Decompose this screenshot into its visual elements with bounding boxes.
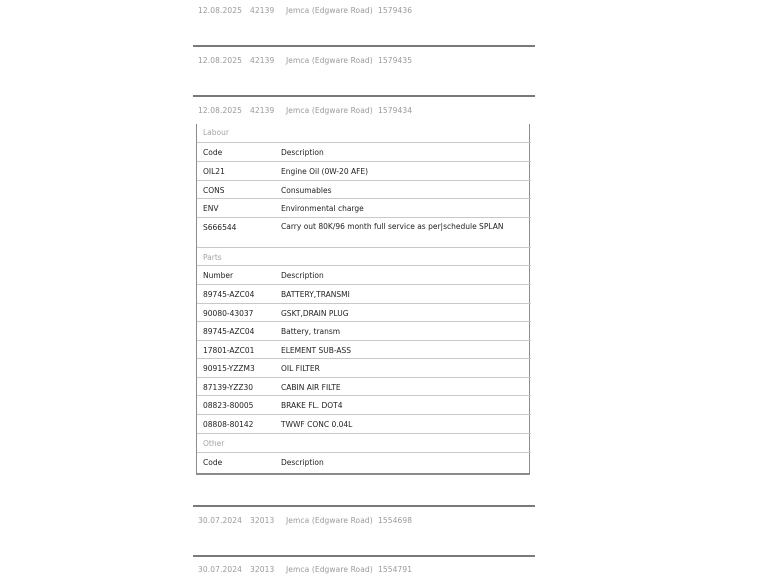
labour-description: Carry out 80K/96 month full service as per|schedule SPLAN <box>281 222 504 231</box>
service-entry-row[interactable] <box>193 53 535 69</box>
service-detail-panel <box>196 124 530 475</box>
labour-code: ENV <box>203 204 219 213</box>
other-header-description: Description <box>281 458 324 467</box>
parts-row <box>197 303 531 321</box>
entry-site: Jemca (Edgware Road) <box>286 6 373 15</box>
entry-invoice: 1554791 <box>378 565 413 574</box>
parts-row <box>197 377 531 395</box>
parts-header-description: Description <box>281 271 324 280</box>
parts-row <box>197 284 531 303</box>
entry-mileage: 32013 <box>250 565 275 574</box>
labour-title-text: Labour <box>203 128 229 137</box>
entry-date: 12.08.2025 <box>198 56 242 65</box>
separator <box>193 555 535 557</box>
part-description: Battery, transm <box>281 327 341 336</box>
part-description: ELEMENT SUB-ASS <box>281 346 352 355</box>
part-number: 90915-YZZM3 <box>203 364 255 373</box>
labour-code: CONS <box>203 186 225 195</box>
part-number: 08823-80005 <box>203 401 254 410</box>
other-title-text: Other <box>203 439 225 448</box>
labour-description: Consumables <box>281 186 332 195</box>
part-number: 90080-43037 <box>203 309 254 318</box>
labour-description: Environmental charge <box>281 204 364 213</box>
labour-code: S666544 <box>203 223 237 232</box>
entry-mileage: 42139 <box>250 6 275 15</box>
separator <box>193 505 535 507</box>
entry-mileage: 42139 <box>250 56 275 65</box>
entry-mileage: 32013 <box>250 516 275 525</box>
part-description: OIL FILTER <box>281 364 320 373</box>
labour-section-title <box>197 124 531 142</box>
service-entry-row-expanded[interactable] <box>193 103 535 119</box>
parts-row <box>197 321 531 340</box>
part-description: TWWF CONC 0.04L <box>281 420 353 429</box>
labour-code: OIL21 <box>203 167 225 176</box>
parts-row <box>197 414 531 433</box>
parts-header-row <box>197 265 531 284</box>
entry-mileage: 42139 <box>250 106 275 115</box>
parts-row <box>197 340 531 358</box>
parts-row <box>197 395 531 414</box>
entry-site: Jemca (Edgware Road) <box>286 106 373 115</box>
entry-invoice: 1579434 <box>378 106 413 115</box>
parts-title-text: Parts <box>203 253 222 262</box>
labour-row <box>197 198 531 217</box>
entry-date: 12.08.2025 <box>198 6 242 15</box>
part-number: 89745-AZC04 <box>203 327 255 336</box>
part-number: 87139-YZZ30 <box>203 383 254 392</box>
other-section-title <box>197 433 531 452</box>
entry-date: 30.07.2024 <box>198 516 242 525</box>
labour-row <box>197 161 531 180</box>
entry-site: Jemca (Edgware Road) <box>286 56 373 65</box>
labour-row <box>197 180 531 198</box>
labour-row <box>197 217 531 247</box>
part-number: 17801-AZC01 <box>203 346 255 355</box>
parts-section-title <box>197 247 531 265</box>
part-description: BRAKE FL. DOT4 <box>281 401 343 410</box>
part-number: 89745-AZC04 <box>203 290 255 299</box>
entry-site: Jemca (Edgware Road) <box>286 516 373 525</box>
other-header-code: Code <box>203 458 223 467</box>
other-header-row <box>197 452 531 473</box>
parts-header-number: Number <box>203 271 234 280</box>
service-entry-row[interactable] <box>193 513 535 529</box>
parts-row <box>197 358 531 377</box>
separator <box>193 45 535 47</box>
entry-invoice: 1579435 <box>378 56 413 65</box>
labour-header-row <box>197 142 531 161</box>
labour-header-description: Description <box>281 148 324 157</box>
entry-date: 30.07.2024 <box>198 565 242 574</box>
entry-site: Jemca (Edgware Road) <box>286 565 373 574</box>
service-entry-row[interactable] <box>193 562 535 578</box>
entry-invoice: 1554698 <box>378 516 413 525</box>
part-number: 08808-80142 <box>203 420 254 429</box>
part-description: CABIN AIR FILTE <box>281 383 341 392</box>
part-description: BATTERY,TRANSMI <box>281 290 350 299</box>
entry-invoice: 1579436 <box>378 6 413 15</box>
entry-date: 12.08.2025 <box>198 106 242 115</box>
service-entry-row[interactable] <box>193 3 535 19</box>
part-description: GSKT,DRAIN PLUG <box>281 309 349 318</box>
labour-description: Engine Oil (0W-20 AFE) <box>281 167 369 176</box>
separator <box>193 95 535 97</box>
labour-header-code: Code <box>203 148 223 157</box>
